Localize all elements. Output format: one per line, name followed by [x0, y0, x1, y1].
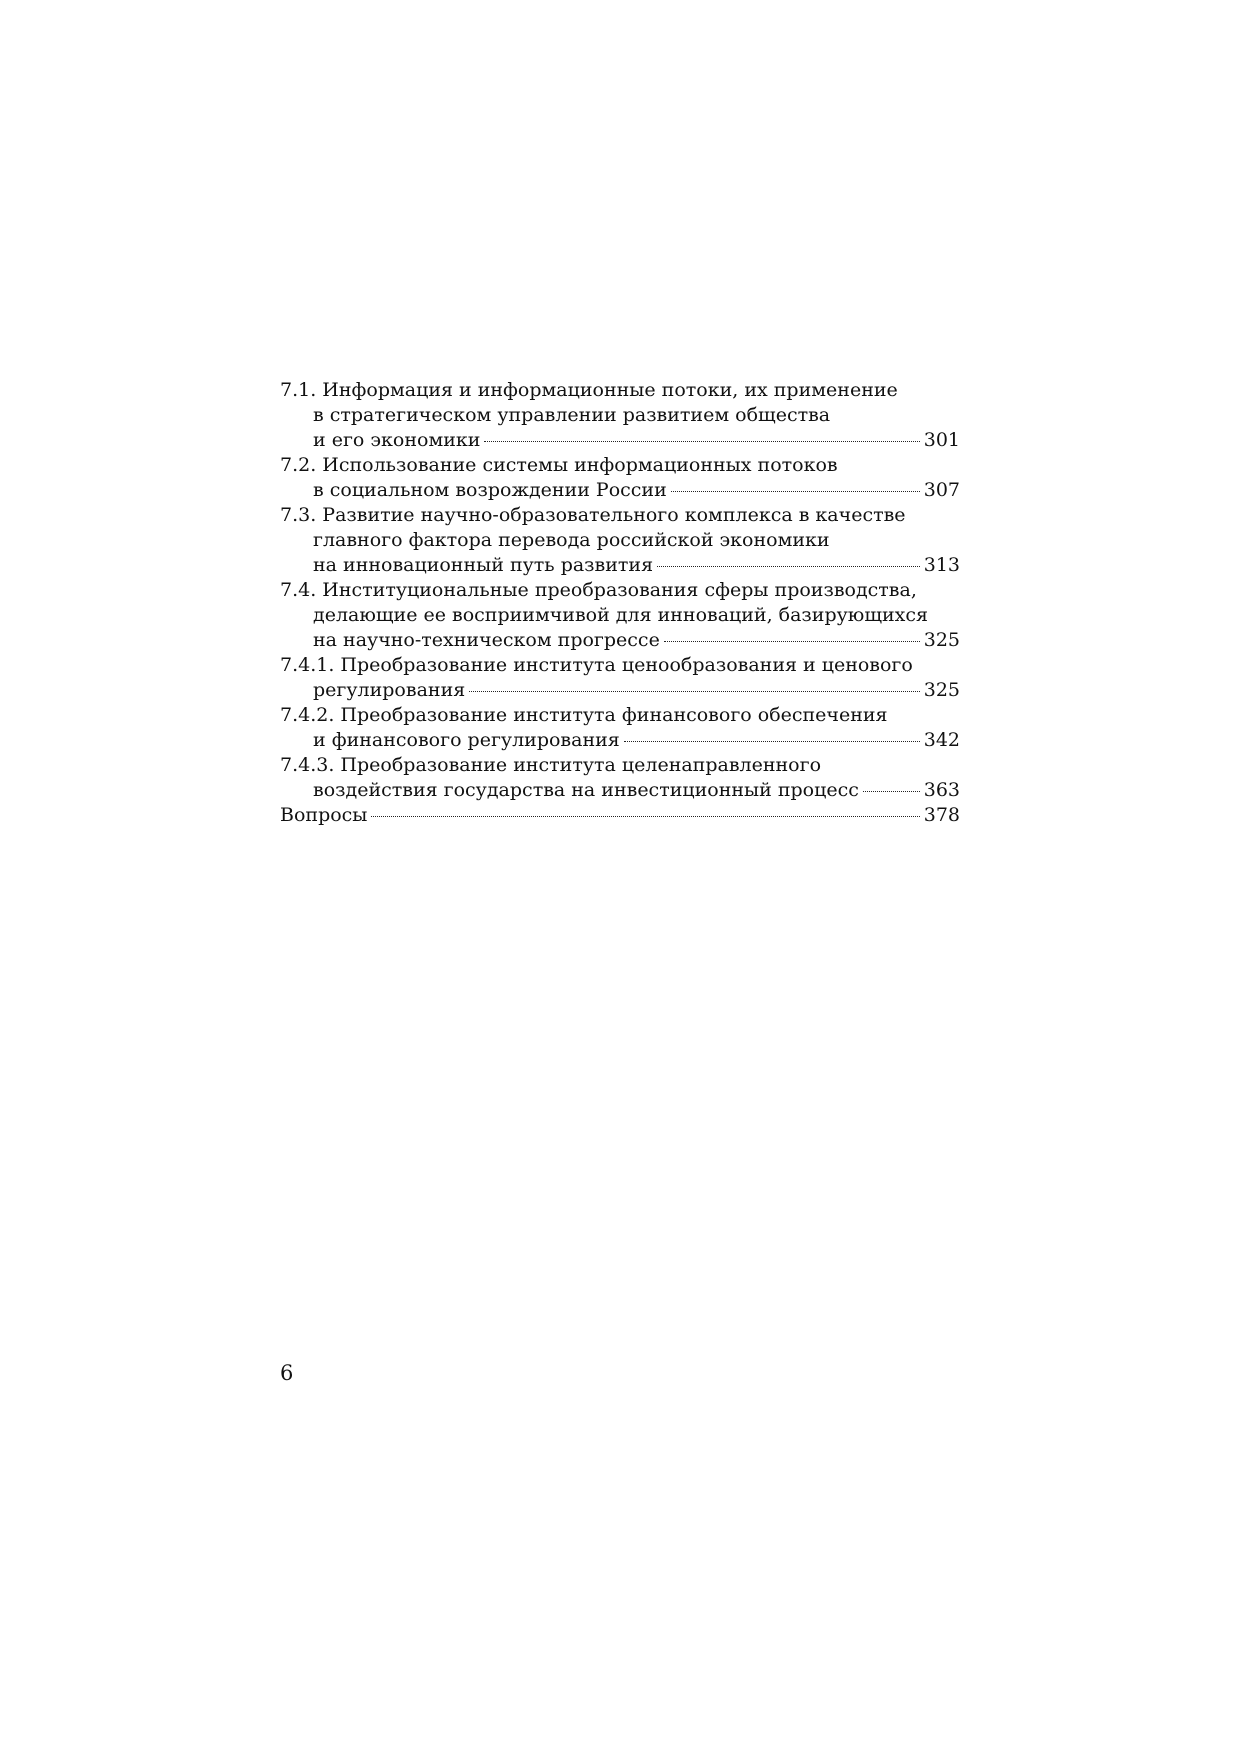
toc-entry-title-line: в стратегическом управлении развитием общества [313, 404, 831, 426]
toc-entry-leader-line [280, 428, 960, 453]
toc-entry-title-line: воздействия государства на инвестиционный процесс [313, 779, 859, 801]
toc-page-number: 363 [923, 779, 960, 801]
dot-leader [624, 741, 920, 742]
dot-leader [469, 691, 920, 692]
toc-entry [280, 578, 960, 653]
table-of-contents [280, 378, 960, 828]
toc-entry [280, 803, 960, 828]
toc-entry-leader-line [280, 678, 960, 703]
toc-entry-title-line: на инновационный путь развития [313, 554, 654, 576]
toc-page-number: 342 [923, 729, 960, 751]
toc-page-number: 307 [923, 479, 960, 501]
toc-entry [280, 453, 960, 503]
toc-entry [280, 503, 960, 578]
toc-page-number: 301 [923, 429, 960, 451]
toc-entry-title-line: 7.3. Развитие научно-образовательного комплекса в качестве [280, 504, 906, 526]
toc-entry-title-line: 7.1. Информация и информационные потоки, их применение [280, 379, 898, 401]
toc-page-number: 378 [923, 804, 960, 826]
toc-entry-title-line: делающие ее восприимчивой для инноваций, базирующихся [313, 604, 929, 626]
toc-entry-title-line: главного фактора перевода российской экономики [313, 529, 830, 551]
toc-entry-title-line: в социальном возрождении России [313, 479, 667, 501]
dot-leader [484, 441, 919, 442]
toc-entry-leader-line [280, 803, 960, 828]
toc-entry-title-line: 7.4.3. Преобразование института целенаправленного [280, 754, 822, 776]
dot-leader [671, 491, 920, 492]
dot-leader [371, 816, 919, 817]
toc-entry [280, 653, 960, 703]
toc-entry-title-line: 7.4.2. Преобразование института финансового обеспечения [280, 704, 888, 726]
toc-page-number: 325 [923, 679, 960, 701]
dot-leader [657, 566, 920, 567]
toc-entry-title-line: на научно-техническом прогрессе [313, 629, 660, 651]
toc-entry-leader-line [280, 778, 960, 803]
toc-entry-title-line: Вопросы [280, 804, 368, 826]
dot-leader [664, 641, 920, 642]
toc-entry [280, 378, 960, 453]
toc-entry-title-line: 7.4.1. Преобразование института ценообразования и ценового [280, 654, 913, 676]
toc-entry [280, 703, 960, 753]
toc-entry-leader-line [280, 478, 960, 503]
toc-entry-title-line: 7.4. Институциональные преобразования сферы производства, [280, 579, 917, 601]
toc-entry [280, 753, 960, 803]
dot-leader [863, 791, 920, 792]
toc-entry-title-line: 7.2. Использование системы информационных потоков [280, 454, 838, 476]
toc-entry-leader-line [280, 728, 960, 753]
toc-entry-title-line: и его экономики [313, 429, 481, 451]
toc-page-number: 325 [923, 629, 960, 651]
toc-entry-leader-line [280, 628, 960, 653]
page-number: 6 [280, 1361, 294, 1385]
toc-entry-title-line: регулирования [313, 679, 466, 701]
toc-entry-leader-line [280, 553, 960, 578]
toc-page-number: 313 [923, 554, 960, 576]
toc-entry-title-line: и финансового регулирования [313, 729, 620, 751]
